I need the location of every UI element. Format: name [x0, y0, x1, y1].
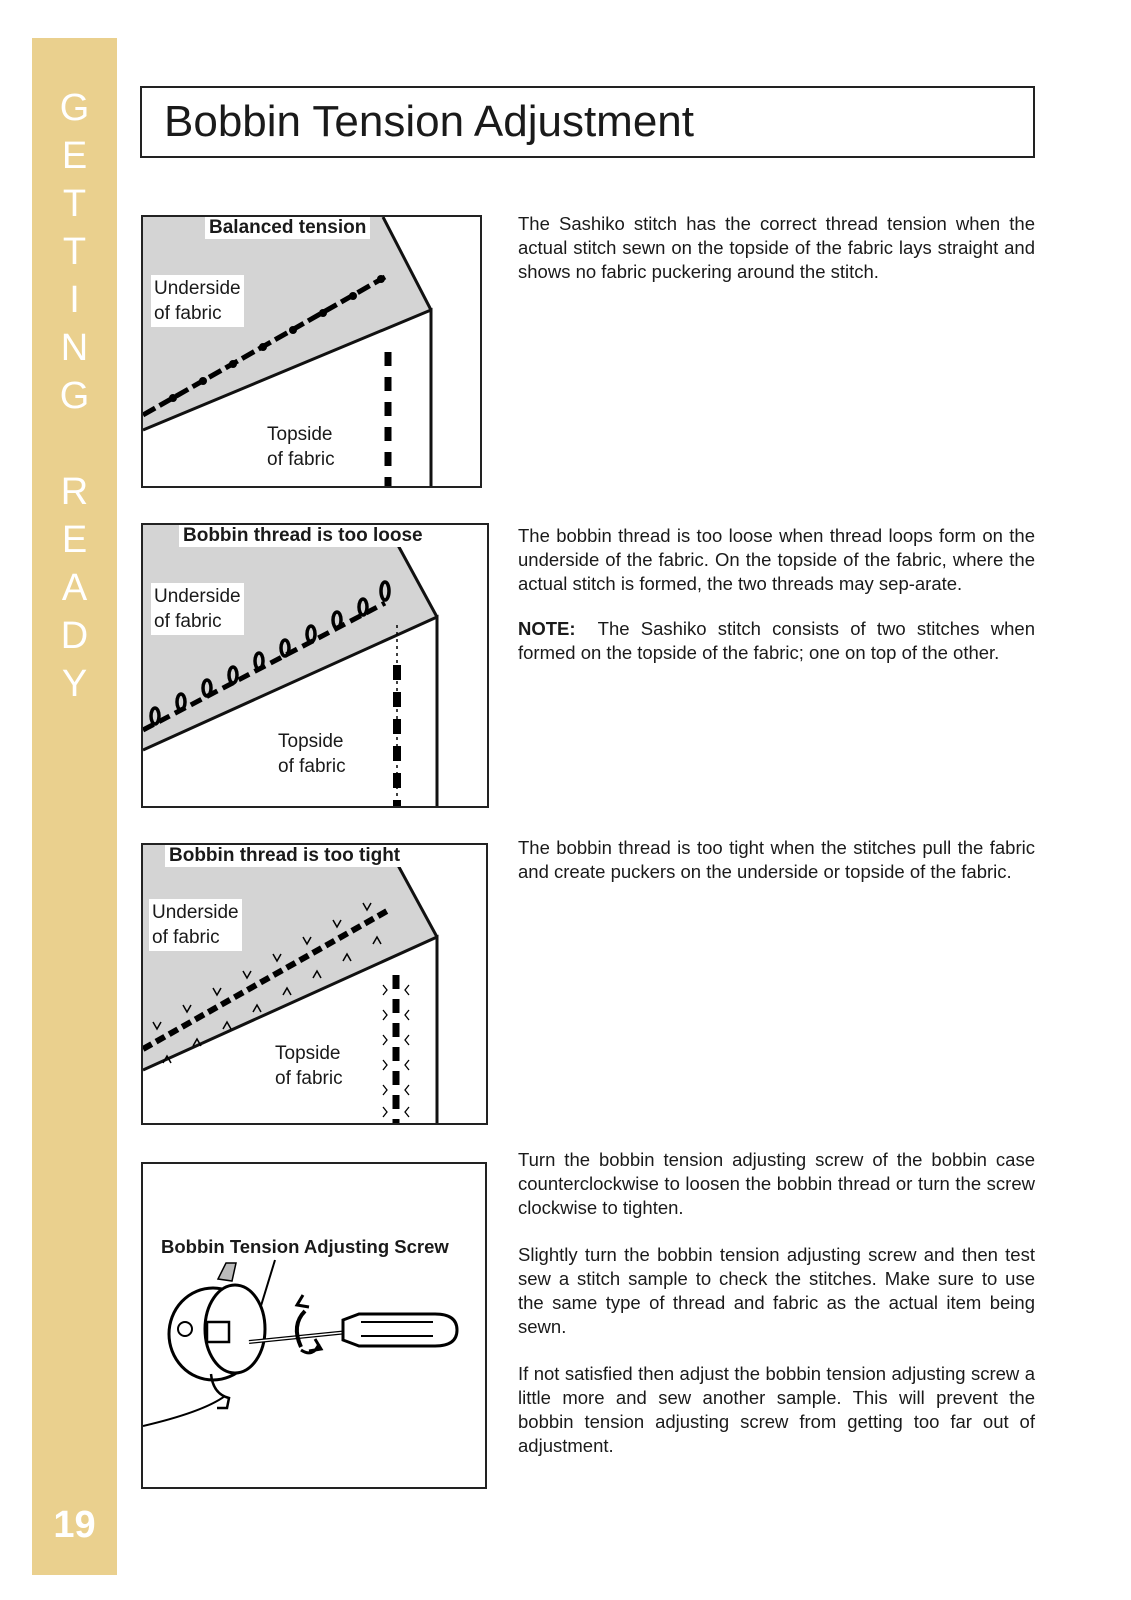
paragraph: The bobbin thread is too loose when thread loops form on the underside of the fabric. On the topside of the fabric, where the actual stitch is formed, the two threads may sep-arate.	[518, 525, 1035, 594]
note-label: NOTE:	[518, 618, 576, 639]
too-tight-text	[518, 836, 1035, 907]
sidebar-letter: G	[59, 375, 90, 417]
topside-label: Topside of fabric	[275, 1043, 343, 1089]
balanced-tension-panel	[141, 215, 482, 488]
sidebar-letter: I	[69, 279, 80, 321]
adjustment-text	[518, 1148, 1035, 1481]
sidebar-letter: E	[61, 519, 88, 561]
note-body: The Sashiko stitch consists of two stitches when formed on the topside of the fabric; one on top of the other.	[518, 618, 1035, 663]
underside-label: Underside of fabric	[151, 583, 244, 635]
paragraph: The bobbin thread is too tight when the stitches pull the fabric and create puckers on the underside or topside of the fabric.	[518, 837, 1035, 882]
panel-caption: Bobbin thread is too loose	[179, 525, 427, 547]
sidebar-letter: D	[60, 615, 89, 657]
too-loose-text	[518, 524, 1035, 688]
sidebar-letter: A	[61, 567, 88, 609]
underside-label: Underside of fabric	[149, 899, 242, 951]
bobbin-case-illustration	[143, 1164, 487, 1489]
balanced-tension-text	[518, 212, 1035, 307]
paragraph: Slightly turn the bobbin tension adjusting screw and then test sew a stitch sample to check the stitches. Make sure to use the same type of thread and fabric as the actual item being sewn.	[518, 1244, 1035, 1337]
sidebar-band	[32, 38, 117, 1575]
panel-caption: Bobbin thread is too tight	[165, 845, 404, 867]
sidebar-letter	[32, 420, 117, 468]
topside-label: Topside of fabric	[278, 731, 346, 777]
sidebar-letter: R	[60, 471, 89, 513]
adjusting-screw-panel	[141, 1162, 487, 1489]
too-loose-panel	[141, 523, 489, 808]
page-number: 19	[53, 1504, 96, 1546]
sidebar-title	[32, 84, 117, 708]
sidebar-letter: E	[61, 135, 88, 177]
panel-caption: Bobbin Tension Adjusting Screw	[157, 1236, 453, 1258]
sidebar-letter: G	[59, 87, 90, 129]
paragraph: The Sashiko stitch has the correct thread tension when the actual stitch sewn on the topside of the fabric lays straight and shows no fabric puckering around the stitch.	[518, 213, 1035, 282]
sidebar-letter: T	[62, 231, 87, 273]
title-box	[140, 86, 1035, 158]
too-tight-panel	[141, 843, 488, 1125]
sidebar-letter: Y	[61, 663, 88, 705]
topside-label: Topside of fabric	[267, 424, 335, 470]
underside-label: Underside of fabric	[151, 275, 244, 327]
note-paragraph	[518, 617, 1035, 665]
paragraph: If not satisfied then adjust the bobbin tension adjusting screw a little more and sew another sample. This will prevent the bobbin tension adjusting screw from getting too far out of adjustment.	[518, 1363, 1035, 1456]
page-title: Bobbin Tension Adjustment	[164, 97, 694, 146]
panel-caption: Balanced tension	[205, 217, 370, 239]
sidebar-letter: T	[62, 183, 87, 225]
paragraph: Turn the bobbin tension adjusting screw of the bobbin case counterclockwise to loosen the bobbin thread or turn the screw clockwise to tighten.	[518, 1149, 1035, 1218]
sidebar-letter: N	[60, 327, 89, 369]
